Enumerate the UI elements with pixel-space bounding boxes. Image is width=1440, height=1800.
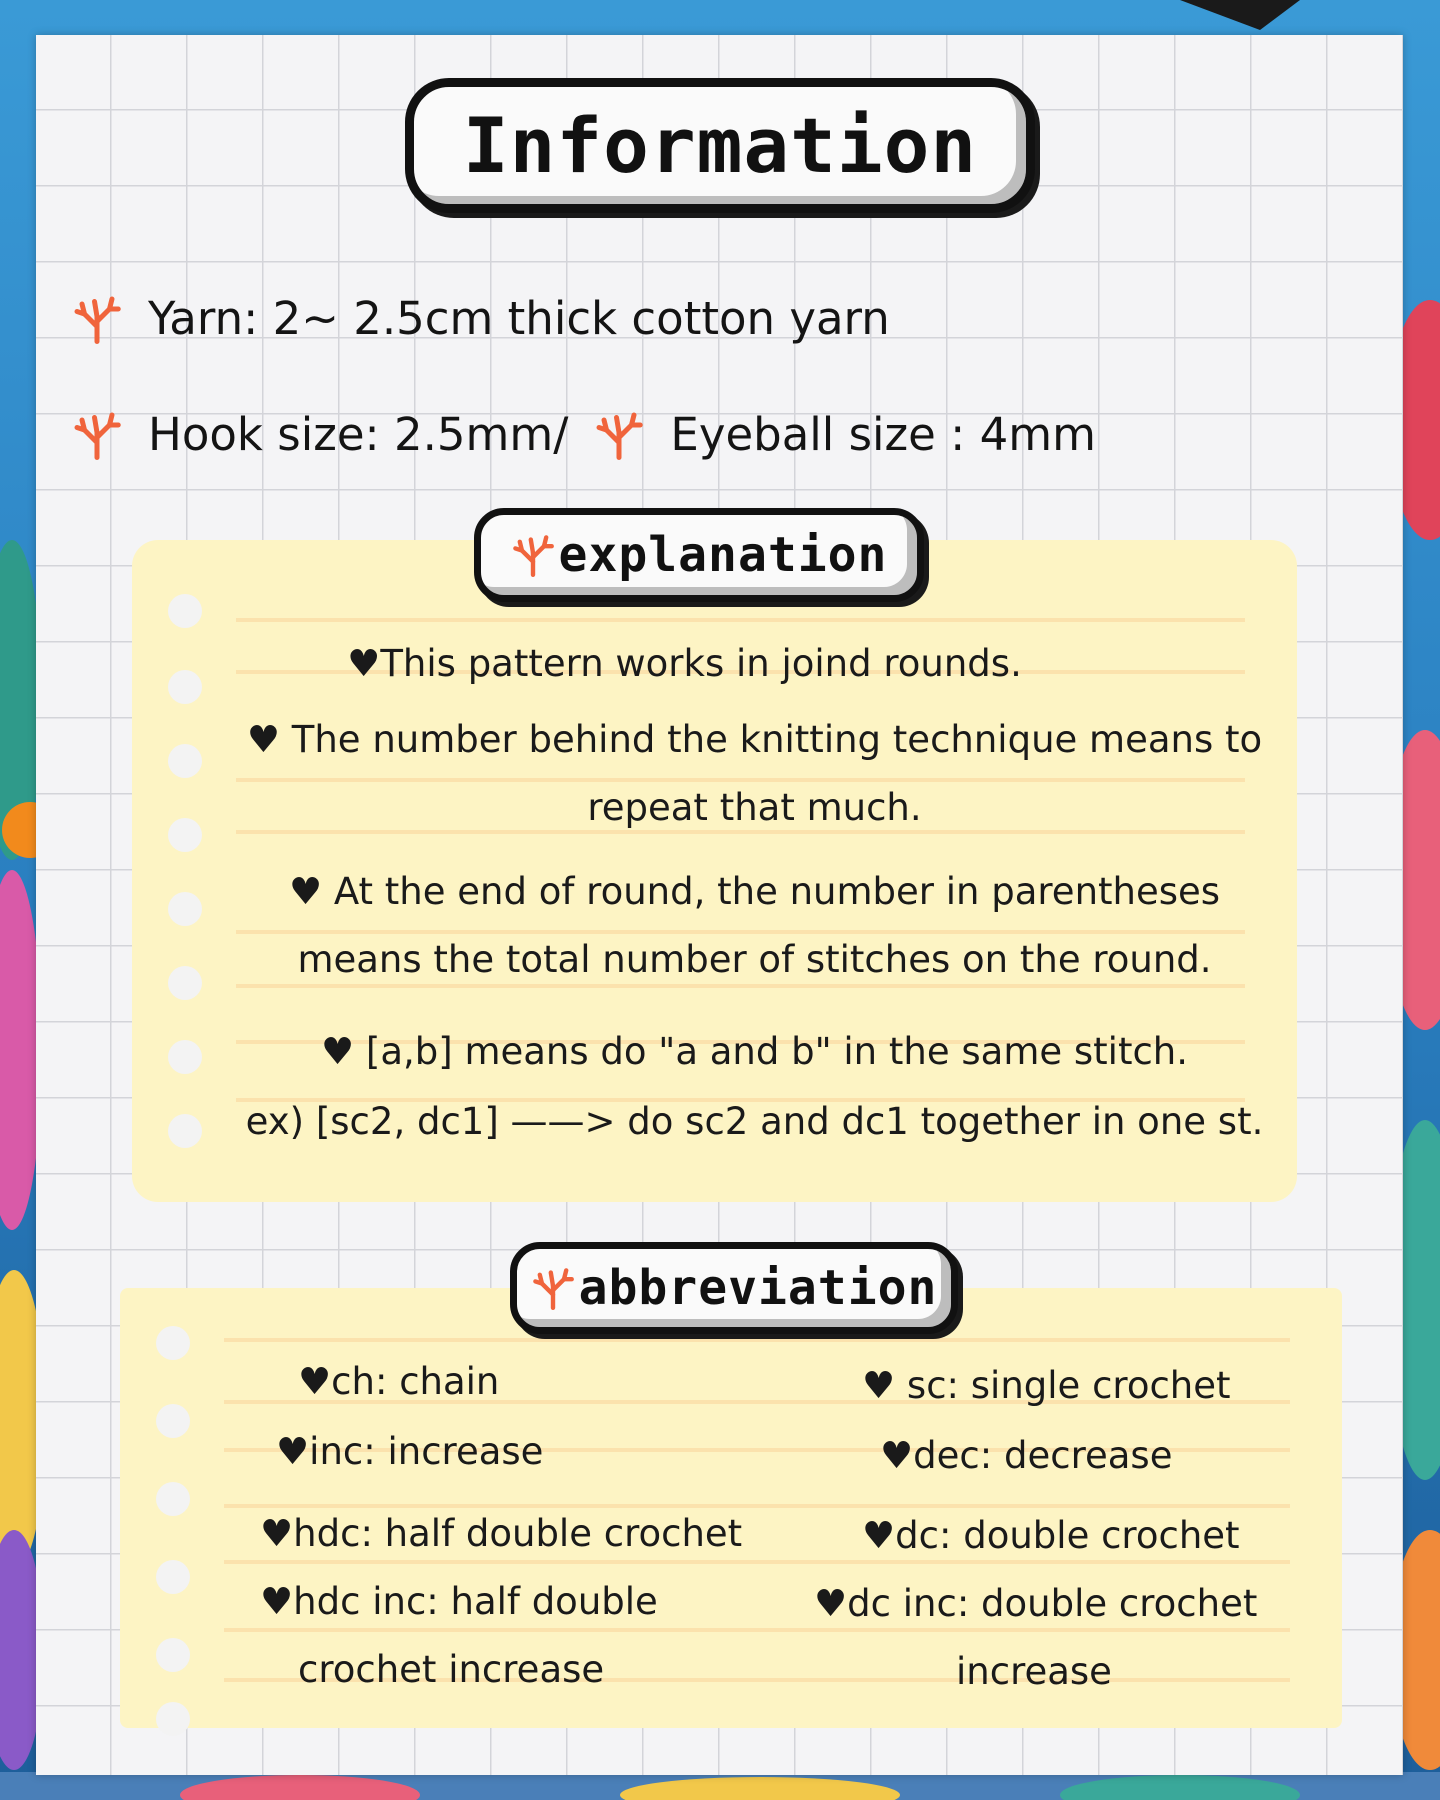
explanation-line: ♥ The number behind the knitting technique means to xyxy=(246,718,1263,761)
yarn-text: Yarn: 2~ 2.5cm thick cotton yarn xyxy=(148,292,890,345)
note-rule xyxy=(236,984,1245,988)
explanation-line: ex) [sc2, dc1] ——> do sc2 and dc1 together in one st. xyxy=(245,1100,1264,1143)
note-rule xyxy=(224,1560,1290,1564)
explanation-note xyxy=(132,540,1297,1202)
yarn-line xyxy=(72,292,890,345)
eyeball-size-text: Eyeball size : 4mm xyxy=(670,408,1096,461)
eyeball-item xyxy=(594,408,1096,461)
note-hole xyxy=(156,1560,190,1594)
note-rule xyxy=(224,1628,1290,1632)
abbr-hdc-inc: ♥hdc inc: half double xyxy=(260,1580,658,1623)
abbr-sc: ♥ sc: single crochet xyxy=(862,1364,1231,1407)
abbreviation-note xyxy=(120,1288,1342,1728)
note-hole xyxy=(156,1404,190,1438)
abbr-hdc: ♥hdc: half double crochet xyxy=(260,1512,743,1555)
abbreviation-heading: abbreviation xyxy=(578,1260,938,1316)
coral-icon xyxy=(594,410,644,460)
title-pill xyxy=(405,78,1035,213)
note-rule xyxy=(236,778,1245,782)
coral-icon xyxy=(72,410,122,460)
abbr-ch: ♥ch: chain xyxy=(298,1360,500,1403)
abbr-hdc-inc-cont: crochet increase xyxy=(298,1648,605,1691)
explanation-heading: explanation xyxy=(558,527,888,583)
coral-icon xyxy=(531,1266,575,1310)
abbr-dc: ♥dc: double crochet xyxy=(862,1514,1240,1557)
abbreviation-pill xyxy=(510,1242,958,1334)
hook-item xyxy=(72,408,568,461)
coral-icon xyxy=(72,294,122,344)
note-rule xyxy=(236,930,1245,934)
note-hole xyxy=(156,1702,190,1736)
abbr-dc-inc-cont: increase xyxy=(956,1650,1112,1693)
hook-eyeball-line xyxy=(72,408,1096,461)
explanation-line: ♥This pattern works in joind rounds. xyxy=(347,642,1022,685)
abbr-inc: ♥inc: increase xyxy=(276,1430,544,1473)
note-hole xyxy=(156,1326,190,1360)
explanation-line: repeat that much. xyxy=(587,786,922,829)
explanation-line: ♥ At the end of round, the number in parentheses xyxy=(288,870,1221,913)
note-hole xyxy=(156,1482,190,1516)
note-rule xyxy=(236,618,1245,622)
explanation-line: ♥ [a,b] means do "a and b" in the same stitch. xyxy=(320,1030,1189,1073)
note-hole xyxy=(156,1638,190,1672)
note-rule xyxy=(224,1338,1290,1342)
explanation-pill xyxy=(474,508,924,602)
note-hole xyxy=(168,594,202,628)
abbr-dc-inc: ♥dc inc: double crochet xyxy=(814,1582,1258,1625)
abbr-dec: ♥dec: decrease xyxy=(880,1434,1173,1477)
coral-icon xyxy=(511,533,555,577)
note-rule xyxy=(224,1504,1290,1508)
explanation-line: means the total number of stitches on the round. xyxy=(297,938,1212,981)
hook-size-text: Hook size: 2.5mm/ xyxy=(148,408,569,461)
page-title: Information xyxy=(462,101,978,190)
note-rule xyxy=(236,830,1245,834)
